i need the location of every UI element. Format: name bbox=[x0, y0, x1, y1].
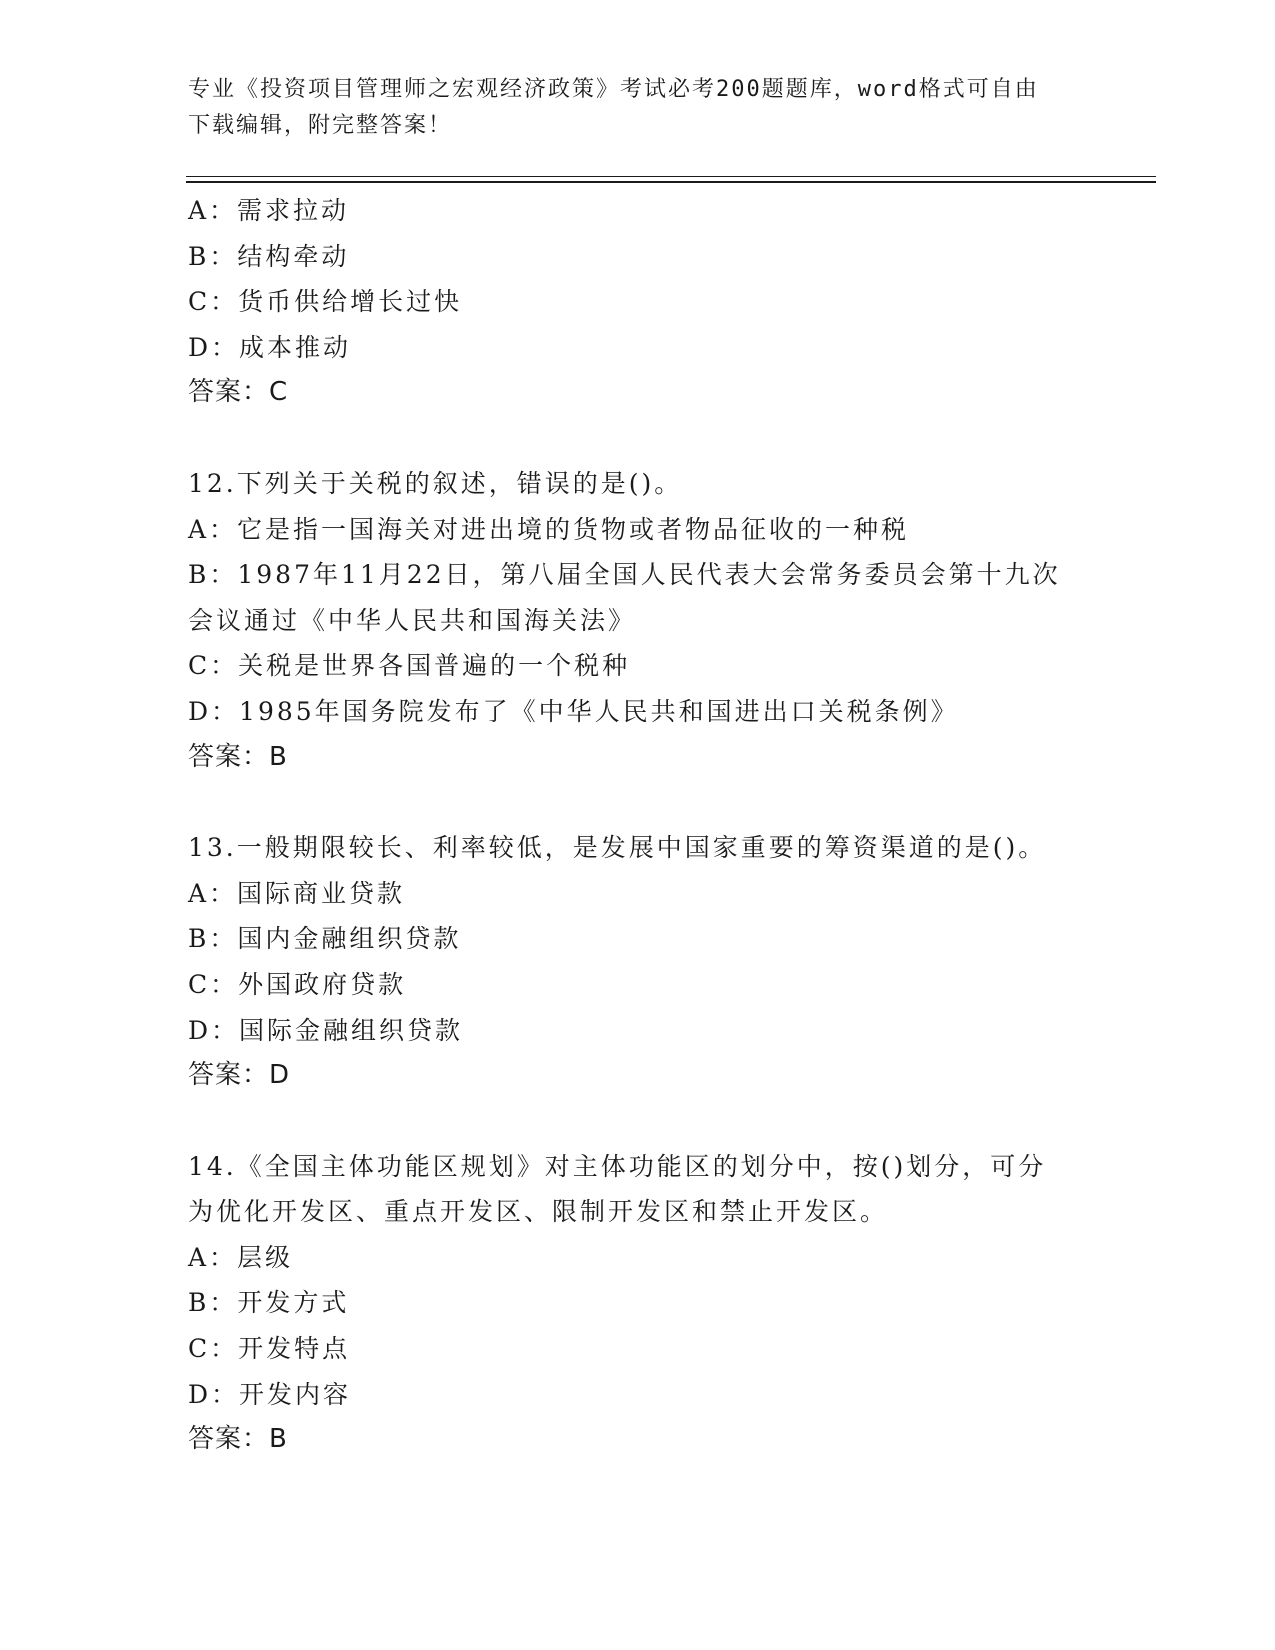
document-header bbox=[188, 72, 1088, 144]
question-content bbox=[188, 188, 1108, 1463]
header-divider-thick bbox=[186, 181, 1156, 183]
option-a: A：国际商业贷款 bbox=[188, 878, 406, 908]
option-d: D：1985年国务院发布了《中华人民共和国进出口关税条例》 bbox=[188, 696, 959, 726]
header-divider-thin bbox=[186, 176, 1156, 177]
option-a: A：层级 bbox=[188, 1242, 294, 1272]
option-d: D：开发内容 bbox=[188, 1379, 352, 1409]
header-line-2: 下载编辑，附完整答案！ bbox=[188, 113, 453, 138]
question-13 bbox=[188, 825, 1108, 1099]
question-stem: 13.一般期限较长、利率较低，是发展中国家重要的筹资渠道的是()。 bbox=[188, 833, 1047, 863]
option-b: B：结构牵动 bbox=[188, 241, 350, 271]
option-d: D：成本推动 bbox=[188, 332, 352, 362]
option-c: C：外国政府贷款 bbox=[188, 969, 407, 999]
question-stem: 14.《全国主体功能区规划》对主体功能区的划分中，按()划分，可分 bbox=[188, 1151, 1047, 1181]
option-b: B：国内金融组织贷款 bbox=[188, 924, 462, 954]
answer-line: 答案：C bbox=[188, 377, 289, 408]
question-stem: 12.下列关于关税的叙述，错误的是()。 bbox=[188, 468, 683, 498]
option-b-continued: 会议通过《中华人民共和国海关法》 bbox=[188, 605, 637, 635]
answer-line: 答案：B bbox=[188, 741, 288, 772]
answer-line: 答案：D bbox=[188, 1060, 291, 1091]
option-c: C：关税是世界各国普遍的一个税种 bbox=[188, 651, 631, 681]
question-12 bbox=[188, 461, 1108, 780]
option-a: A：它是指一国海关对进出境的货物或者物品征收的一种税 bbox=[188, 514, 910, 544]
option-a: A：需求拉动 bbox=[188, 196, 350, 225]
option-c: C：开发特点 bbox=[188, 1334, 351, 1364]
option-d: D：国际金融组织贷款 bbox=[188, 1015, 464, 1045]
question-stem-continued: 为优化开发区、重点开发区、限制开发区和禁止开发区。 bbox=[188, 1197, 889, 1227]
option-b: B：1987年11月22日，第八届全国人民代表大会常务委员会第十九次 bbox=[188, 560, 1061, 590]
question-14 bbox=[188, 1144, 1108, 1463]
option-c: C：货币供给增长过快 bbox=[188, 287, 463, 317]
option-b: B：开发方式 bbox=[188, 1288, 350, 1318]
answer-line: 答案：B bbox=[188, 1424, 288, 1455]
question-11-continued bbox=[188, 188, 1108, 416]
header-line-1: 专业《投资项目管理师之宏观经济政策》考试必考200题题库，word格式可自由 bbox=[188, 77, 1039, 102]
